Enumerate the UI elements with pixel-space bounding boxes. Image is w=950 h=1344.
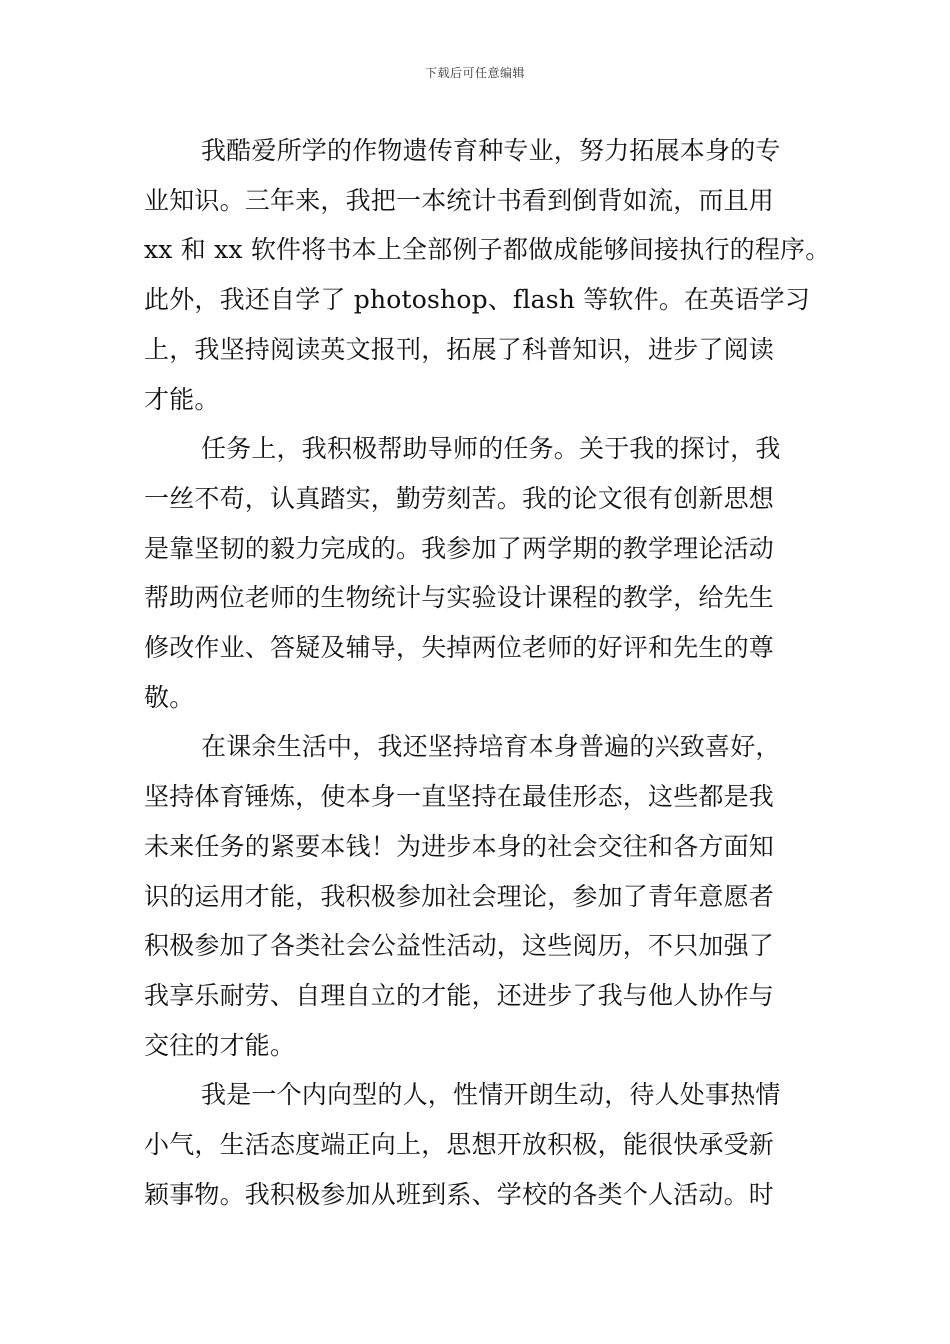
download-note: 下载后可任意编辑 [424,66,525,80]
text-line: 上，我坚持阅读英文报刊，拓展了科普知识，进步了阅读 [144,334,775,364]
text-line: 小气，生活态度端正向上，思想开放积极，能很快承受新 [144,1130,775,1160]
text-line: 修改作业、答疑及辅导，失掉两位老师的好评和先生的尊 [144,633,775,663]
text-line: 我酷爱所学的作物遗传育种专业，努力拓展本身的专 [201,136,781,165]
text-line: 识的运用才能，我积极参加社会理论，参加了青年意愿者 [144,881,775,911]
paragraph-extracurricular [144,722,819,1070]
text-line: 是靠坚韧的毅力完成的。我参加了两学期的教学理论活动 [144,533,775,563]
paragraph-personality [144,1070,819,1219]
text-line: 才能。 [144,384,220,414]
text-line: 敬。 [144,682,195,712]
text-line: 积极参加了各类社会公益性活动，这些阅历，不只加强了 [144,931,775,961]
text-line: xx 和 xx 软件将书本上全部例子都做成能够间接执行的程序。 [144,235,831,265]
text-line: 一丝不苟，认真踏实，勤劳刻苦。我的论文很有创新思想 [144,483,775,513]
text-line: 交往的才能。 [144,1030,296,1060]
text-line: 此外，我还自学了 photoshop、flash 等软件。在英语学习 [144,285,811,315]
paragraph-study [144,126,831,424]
paragraph-work [144,424,819,722]
text-line: 我享乐耐劳、自理自立的才能，还进步了我与他人协作与 [144,980,775,1010]
text-line: 坚持体育锤炼，使本身一直坚持在最佳形态，这些都是我 [144,782,775,812]
text-line: 未来任务的紧要本钱！为进步本身的社会交往和各方面知 [144,831,775,861]
document-body [144,126,831,1219]
text-line: 帮助两位老师的生物统计与实验设计课程的教学，给先生 [144,583,775,613]
text-line: 任务上，我积极帮助导师的任务。关于我的探讨，我 [201,434,781,464]
text-line: 业知识。三年来，我把一本统计书看到倒背如流，而且用 [144,185,775,215]
text-line: 我是一个内向型的人，性情开朗生动，待人处事热情 [201,1080,781,1110]
text-line: 在课余生活中，我还坚持培育本身普遍的兴致喜好， [201,732,781,762]
text-line: 颖事物。我积极参加从班到系、学校的各类个人活动。时 [144,1179,775,1209]
